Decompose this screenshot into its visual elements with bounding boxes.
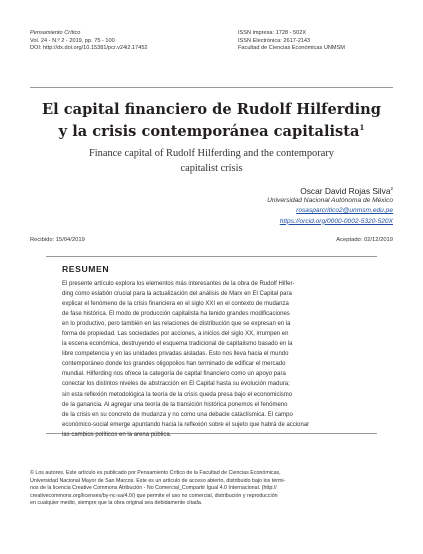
footnote-line: nos de la licencia Creative Commons Atribución - No Comercial_Compartir Igual 4.0 Internacional. (http:// bbox=[30, 485, 277, 492]
author-block bbox=[267, 184, 393, 227]
abstract-line: explicar el fenómeno de la crisis financiera en el siglo XXI en el contexto de mudanza bbox=[62, 301, 289, 308]
accepted-date: Aceptado: 02/12/2019 bbox=[336, 237, 393, 243]
abstract-section bbox=[46, 256, 377, 438]
license-footnote bbox=[30, 470, 393, 508]
author-name: Oscar David Rojas Silva$^2$ bbox=[300, 185, 393, 196]
abstract-line: las cambios políticos en la arena pública. bbox=[62, 431, 172, 438]
journal-name: Pensamiento Crítico bbox=[30, 30, 81, 36]
footnote-line: Universidad Nacional Mayor de San Marcos. Este es un artículo de acceso abierto, distribuido bajo los térmi- bbox=[30, 477, 286, 484]
abstract-line: de fase histórica. El modo de producción capitalista ha tenido grandes modificaciones bbox=[62, 311, 290, 318]
header-divider bbox=[30, 87, 393, 88]
article-title bbox=[30, 101, 393, 140]
abstract-line: en lo productivo, pero también en las relaciones de distribución que se expresan en la bbox=[62, 321, 291, 328]
issn-online: ISSN Electrónica: 2617-2143 bbox=[238, 37, 311, 44]
abstract-line: ding como eslabón crucial para la actualización del análisis de Marx en El Capital para bbox=[62, 291, 292, 298]
faculty-name: Facultad de Ciencias Económicas UNMSM bbox=[238, 45, 345, 52]
abstract-heading: RESUMEN bbox=[62, 264, 110, 274]
abstract-line: de la crisis en su concreto de mudanza y no como una debacle cataclísmica. El campo bbox=[62, 411, 293, 418]
abstract-line: forma de propiedad. Las sociedades por acciones, a inicios del siglo XX, irrumpen en bbox=[62, 331, 289, 338]
title-line-1: El capital financiero de Rudolf Hilferding bbox=[41, 101, 381, 118]
abstract-line: El presente artículo explora los elementos más interesantes de la obra de Rudolf Hilfer- bbox=[62, 281, 295, 287]
title-line-2: y la crisis contemporánea capitalista$^1$ bbox=[58, 122, 365, 140]
volume-pages: Vol. 24 - N.º 2 - 2019, pp. 75 - 100 bbox=[30, 37, 115, 44]
abstract-body bbox=[62, 279, 369, 440]
abstract-line: libre competencia y en las unidades privadas aisladas. Esto nos lleva hacia el mundo bbox=[62, 351, 289, 358]
author-email-link[interactable]: rosasparcritico2@unmsm.edu.pe bbox=[296, 207, 393, 215]
title-footnote-mark[interactable]: 1 bbox=[359, 122, 365, 132]
footnote-line: © Los autores. Este artículo es publicado por Pensamiento Crítico de la Facultad de Ciencias Económicas, bbox=[30, 470, 281, 476]
journal-header bbox=[30, 30, 393, 64]
footnote-line: creativecommons.org/licenses/by-nc-sa/4.0/) que permite el uso no comercial, distribución y reproducción bbox=[30, 492, 278, 499]
article-dates bbox=[30, 237, 393, 247]
english-title-line-2: capitalist crisis bbox=[180, 162, 243, 174]
abstract-line: económico-social emerge apuntando hacia la reflexión sobre el sujeto que habrá de accionar bbox=[62, 421, 310, 428]
abstract-line: de la ganancia. Al agregar una teoría de la transición histórica ponemos el fenómeno bbox=[62, 401, 288, 408]
doi-link[interactable]: DOI: http://dx.doi.org/10.15381/pcr.v24i2.17452 bbox=[30, 45, 148, 52]
english-title bbox=[60, 147, 363, 176]
author-orcid-link[interactable]: https://orcid.org/0000-0002-5320-520X bbox=[279, 217, 393, 225]
footnote-line: en cualquier medio, siempre que la obra original sea debidamente citada. bbox=[30, 500, 203, 507]
abstract-line: sin esta reflexión metodológica la teoría de la crisis queda presa bajo el economicismo bbox=[62, 391, 293, 398]
abstract-line: mundial. Hilferding nos ofrece la categoría de capital financiero como un apoyo para bbox=[62, 371, 286, 378]
author-affiliation: Universidad Nacional Autónoma de México bbox=[267, 197, 393, 205]
author-footnote-mark[interactable]: 2 bbox=[390, 186, 393, 191]
abstract-line: conectar los distintos niveles de abstracción en El Capital hasta su evolución madura; bbox=[62, 381, 290, 388]
issn-info bbox=[238, 30, 393, 53]
english-title-line-1: Finance capital of Rudolf Hilferding and the contemporary bbox=[89, 148, 334, 159]
abstract-line: contemporáneo donde los grandes oligopolios han terminado de edificar el mercado bbox=[62, 361, 286, 368]
journal-info bbox=[30, 30, 148, 53]
received-date: Recibido: 15/04/2019 bbox=[30, 237, 85, 243]
abstract-line: la escena económica, destruyendo el esquema tradicional de capitalismo basado en la bbox=[62, 341, 293, 348]
issn-print: ISSN impresa: 1728 - 502X bbox=[238, 30, 307, 36]
